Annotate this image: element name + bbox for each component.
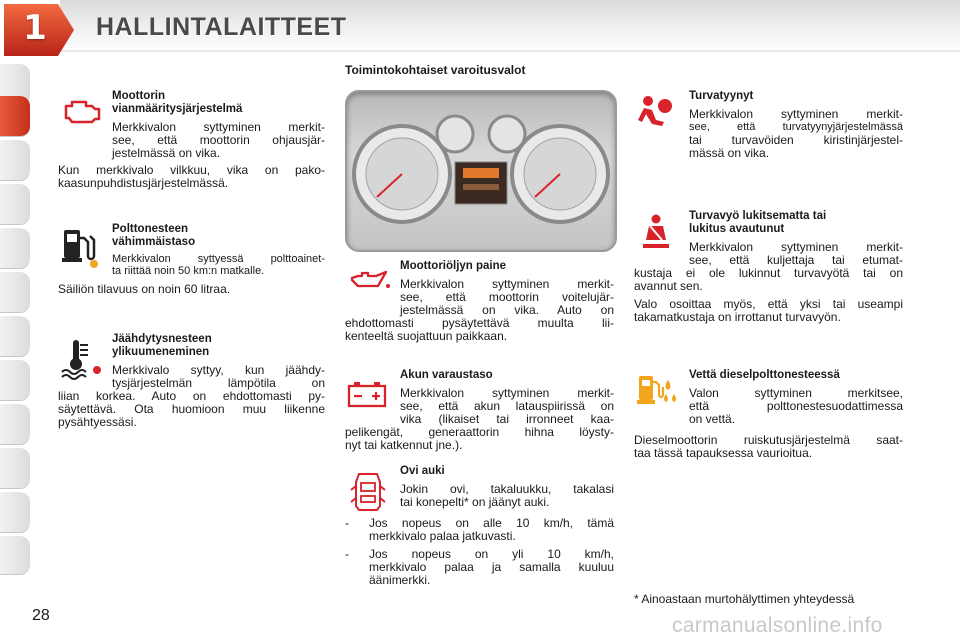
coolant-body-4: säytettävä. Ota huomioon muu liikenne xyxy=(58,402,325,416)
door-bullet-1-line-2: merkkivalo palaa jatkuvasti. xyxy=(369,529,516,543)
header-divider xyxy=(60,50,960,52)
door-body-1: Jokin ovi, takaluukku, takalasi xyxy=(400,482,614,496)
chapter-tab[interactable] xyxy=(0,448,30,489)
seatbelt-icon xyxy=(638,214,674,252)
door-title: Ovi auki xyxy=(400,465,445,477)
fuel-body-2: ta riittää noin 50 km:n matkalle. xyxy=(112,265,265,277)
water-note-1: Dieselmoottorin ruiskutusjärjestelmä saat- xyxy=(634,433,903,447)
oil-can-icon xyxy=(348,268,392,292)
chapter-tab[interactable] xyxy=(0,360,30,401)
coolant-body-1: Merkkivalo syttyy, kun jäähdy- xyxy=(112,363,325,377)
engine-diag-body-1: Merkkivalon syttyminen merkit- xyxy=(112,120,325,134)
section-title: Toimintokohtaiset varoitusvalot xyxy=(345,63,526,77)
engine-diag-title-1: Moottorin xyxy=(112,90,166,102)
page-number: 28 xyxy=(32,607,50,624)
chapter-tab[interactable] xyxy=(0,272,30,313)
seatbelt-body-3: kustaja ei ole lukinnut turvavyötä tai on xyxy=(634,266,903,280)
door-bullet-2-dash: - xyxy=(345,547,349,561)
engine-diag-body-2: see, että moottorin ohjausjär- xyxy=(112,133,325,147)
door-bullet-2-line-3: äänimerkki. xyxy=(369,573,431,587)
engine-warning-icon xyxy=(60,96,104,128)
oil-title: Moottoriöljyn paine xyxy=(400,260,507,272)
water-note-2: taa tässä tapauksessa vaurioitua. xyxy=(634,446,813,460)
airbag-title: Turvatyynyt xyxy=(689,90,754,102)
fuel-title-1: Polttonesteen xyxy=(112,223,189,235)
coolant-body-5: pysähtyessäsi. xyxy=(58,415,137,429)
airbag-body-4: mässä on vika. xyxy=(689,146,770,160)
oil-body-5: kenteeltä suojattuun paikkaan. xyxy=(345,329,508,343)
airbag-body-2: see, että turvatyynyjärjestelmässä xyxy=(689,121,903,133)
fuel-note: Säiliön tilavuus on noin 60 litraa. xyxy=(58,282,231,296)
battery-icon xyxy=(346,380,388,408)
chapter-tab[interactable] xyxy=(0,536,30,575)
chapter-tab[interactable] xyxy=(0,316,30,357)
chapter-number: 1 xyxy=(23,8,47,48)
door-bullet-2-line-2: merkkivalo palaa ja samalla kuuluu xyxy=(369,560,614,574)
coolant-title-2: ylikuumeneminen xyxy=(112,346,210,358)
footnote: * Ainoastaan murtohälyttimen yhteydessä xyxy=(634,592,855,606)
door-bullet-1-line-1: Jos nopeus on alle 10 km/h, tämä xyxy=(369,516,614,530)
coolant-body-3: liian korkea. Auto on ehdottomasti py- xyxy=(58,389,325,403)
engine-diag-note-2: kaasunpuhdistusjärjestelmässä. xyxy=(58,176,229,190)
chapter-tab[interactable] xyxy=(0,184,30,225)
chapter-tab[interactable] xyxy=(0,492,30,533)
battery-body-3: vika (likaiset tai irronneet kaa- xyxy=(400,412,614,426)
oil-body-1: Merkkivalon syttyminen merkit- xyxy=(400,277,614,291)
chapter-tab[interactable] xyxy=(0,140,30,181)
fuel-pump-icon xyxy=(60,226,100,270)
seatbelt-title-1: Turvavyö lukitsematta tai xyxy=(689,210,827,222)
chapter-tab-active[interactable] xyxy=(0,96,30,137)
chapter-tab[interactable] xyxy=(0,228,30,269)
oil-body-4: ehdottomasti pysäytettävä muulta lii- xyxy=(345,316,614,330)
oil-body-3: jestelmässä on vika. Auto on xyxy=(400,303,614,317)
water-in-fuel-icon xyxy=(636,370,678,412)
seatbelt-body-2: see, että kuljettaja tai etumat- xyxy=(689,253,903,267)
engine-diag-note-1: Kun merkkivalo vilkkuu, vika on pako- xyxy=(58,163,325,177)
seatbelt-title-2: lukitus avautunut xyxy=(689,223,785,235)
water-title: Vettä dieselpolttonesteessä xyxy=(689,369,840,381)
seatbelt-body-4: avannut sen. xyxy=(634,279,703,293)
battery-body-4: pelikengät, generaattorin hihna löysty- xyxy=(345,425,614,439)
door-open-icon xyxy=(350,470,386,514)
coolant-body-2: tysjärjestelmän lämpötila on xyxy=(112,376,325,390)
airbag-body-1: Merkkivalon syttyminen merkit- xyxy=(689,107,903,121)
fuel-title-2: vähimmäistaso xyxy=(112,236,196,248)
door-body-2: tai konepelti* on jäänyt auki. xyxy=(400,495,550,509)
battery-body-5: nyt tai katkennut jne.). xyxy=(345,438,463,452)
water-body-1: Valon syttyminen merkitsee, xyxy=(689,386,903,400)
battery-body-1: Merkkivalon syttyminen merkit- xyxy=(400,386,614,400)
page-title: HALLINTALAITTEET xyxy=(96,13,347,41)
engine-diag-title-2: vianmääritysjärjestelmä xyxy=(112,103,243,115)
fuel-body-1: Merkkivalon syttyessä polttoainet- xyxy=(112,253,325,265)
seatbelt-body-1: Merkkivalon syttyminen merkit- xyxy=(689,240,903,254)
battery-body-2: see, että akun latauspiirissä on xyxy=(400,399,614,413)
water-body-2: että polttonestesuodattimessa xyxy=(689,399,903,413)
engine-diag-body-3: jestelmässä on vika. xyxy=(112,146,221,160)
battery-title: Akun varaustaso xyxy=(400,369,493,381)
seatbelt-note-2: takamatkustaja on irrottanut turvavyön. xyxy=(634,310,841,324)
watermark: carmanualsonline.info xyxy=(672,614,883,637)
instrument-cluster-image xyxy=(345,90,617,252)
water-body-3: on vettä. xyxy=(689,412,736,426)
door-bullet-1-dash: - xyxy=(345,516,349,530)
seatbelt-note-1: Valo osoittaa myös, että yksi tai useampi xyxy=(634,297,903,311)
airbag-icon xyxy=(636,94,676,136)
door-bullet-2-line-1: Jos nopeus on yli 10 km/h, xyxy=(369,547,614,561)
coolant-title-1: Jäähdytysnesteen xyxy=(112,333,212,345)
chapter-tab[interactable] xyxy=(0,404,30,445)
airbag-body-3: tai turvavöiden kiristinjärjestel- xyxy=(689,133,903,147)
oil-body-2: see, että moottorin voitelujär- xyxy=(400,290,614,304)
coolant-temperature-icon xyxy=(60,338,104,380)
